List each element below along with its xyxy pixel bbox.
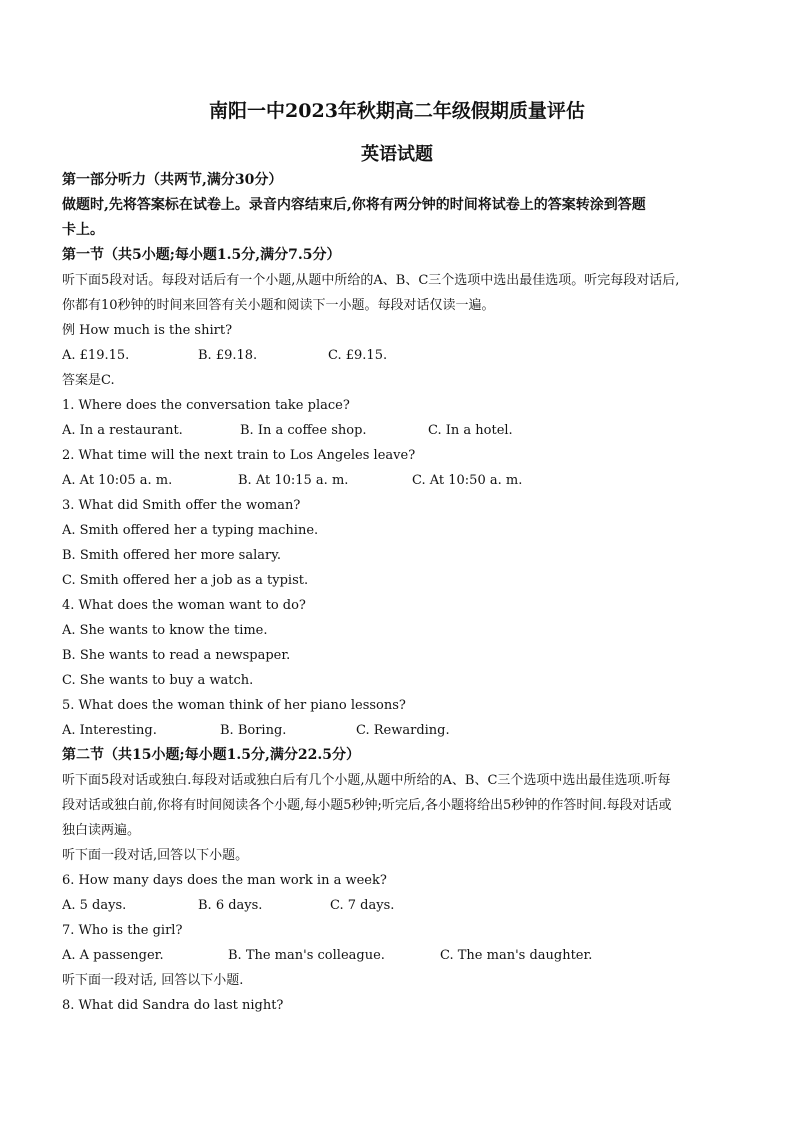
option: B. In a coffee shop. xyxy=(240,423,367,438)
example-question: 例 How much is the shirt? xyxy=(62,323,233,338)
option: A. Smith offered her a typing machine. xyxy=(62,523,319,538)
question-5-options xyxy=(62,718,738,743)
option: A. In a restaurant. xyxy=(62,423,183,438)
option: A. A passenger. xyxy=(62,948,164,963)
option: A. Interesting. xyxy=(62,723,157,738)
section2-instruction: 独白读两遍。 xyxy=(62,823,141,838)
section2-instruction: 段对话或独白前,你将有时间阅读各个小题,每小题5秒钟;听完后,各小题将给出5秒钟的作答时间.每段对话或 xyxy=(62,798,672,813)
option: C. The man's daughter. xyxy=(440,948,593,963)
option: B. At 10:15 a. m. xyxy=(238,473,349,488)
option: B. Boring. xyxy=(220,723,287,738)
exam-title: 南阳一中2023年秋期高二年级假期质量评估 xyxy=(209,100,585,122)
dialog-intro: 听下面一段对话,回答以下小题。 xyxy=(62,848,249,863)
question-8: 8. What did Sandra do last night? xyxy=(62,998,284,1013)
section1-instruction: 你都有10秒钟的时间来回答有关小题和阅读下一小题。每段对话仅读一遍。 xyxy=(62,298,495,313)
part1-instruction: 卡上。 xyxy=(62,222,104,238)
question-6-options xyxy=(62,893,738,918)
dialog-intro: 听下面一段对话, 回答以下小题. xyxy=(62,973,244,988)
exam-body xyxy=(62,168,738,1018)
question-7-options xyxy=(62,943,738,968)
option: A. 5 days. xyxy=(62,898,127,913)
option: A. £19.15. xyxy=(62,348,130,363)
part1-heading: 第一部分听力（共两节,满分30分） xyxy=(62,172,283,188)
question-5: 5. What does the woman think of her piano lessons? xyxy=(62,698,406,713)
option: C. In a hotel. xyxy=(428,423,513,438)
option: B. £9.18. xyxy=(198,348,258,363)
section2-instruction: 听下面5段对话或独白.每段对话或独白后有几个小题,从题中所给的A、B、C三个选项中选出最佳选项.听每 xyxy=(62,773,671,788)
option: B. The man's colleague. xyxy=(228,948,385,963)
option: C. £9.15. xyxy=(328,348,388,363)
section1-instruction: 听下面5段对话。每段对话后有一个小题,从题中所给的A、B、C三个选项中选出最佳选项。听完每段对话后, xyxy=(62,273,680,288)
option: C. She wants to buy a watch. xyxy=(62,673,254,688)
section1-heading: 第一节（共5小题;每小题1.5分,满分7.5分） xyxy=(62,247,341,263)
option: A. At 10:05 a. m. xyxy=(62,473,173,488)
option: B. She wants to read a newspaper. xyxy=(62,648,291,663)
section2-heading: 第二节（共15小题;每小题1.5分,满分22.5分） xyxy=(62,747,360,763)
example-answer: 答案是C. xyxy=(62,373,115,388)
question-1: 1. Where does the conversation take place? xyxy=(62,398,350,413)
question-2-options xyxy=(62,468,738,493)
exam-subtitle: 英语试题 xyxy=(361,144,433,165)
question-6: 6. How many days does the man work in a week? xyxy=(62,873,387,888)
option: C. At 10:50 a. m. xyxy=(412,473,523,488)
option: B. 6 days. xyxy=(198,898,263,913)
question-2: 2. What time will the next train to Los Angeles leave? xyxy=(62,448,416,463)
example-options xyxy=(62,343,738,368)
question-7: 7. Who is the girl? xyxy=(62,923,183,938)
question-1-options xyxy=(62,418,738,443)
option: B. Smith offered her more salary. xyxy=(62,548,281,563)
option: A. She wants to know the time. xyxy=(62,623,268,638)
question-3: 3. What did Smith offer the woman? xyxy=(62,498,301,513)
option: C. 7 days. xyxy=(330,898,395,913)
option: C. Smith offered her a job as a typist. xyxy=(62,573,309,588)
part1-instruction: 做题时,先将答案标在试卷上。录音内容结束后,你将有两分钟的时间将试卷上的答案转涂到答题 xyxy=(62,197,646,213)
question-4: 4. What does the woman want to do? xyxy=(62,598,306,613)
option: C. Rewarding. xyxy=(356,723,450,738)
